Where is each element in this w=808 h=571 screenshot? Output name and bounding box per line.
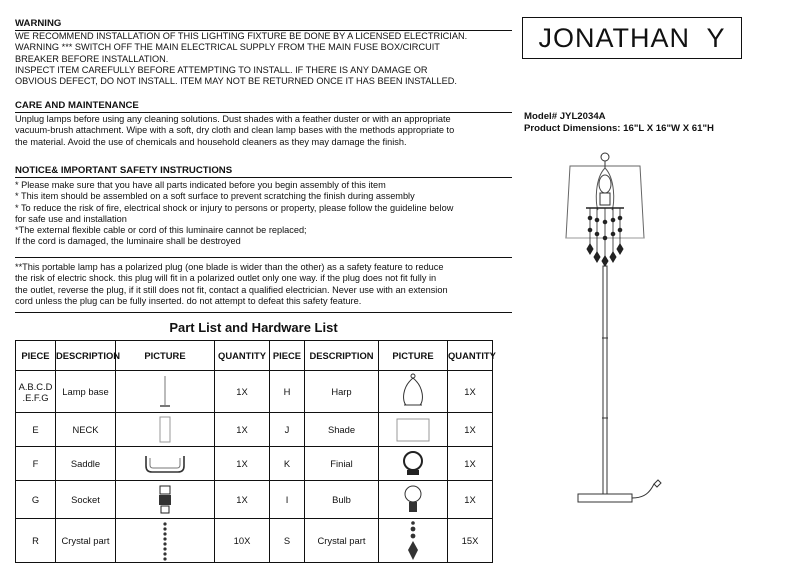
description-cell: Harp bbox=[305, 371, 379, 413]
header-description: DESCRIPTION bbox=[56, 341, 116, 371]
plug-line: the outlet, reverse the plug, if it still does not fit, contact a qualified electrician. Never use with an extension bbox=[15, 284, 448, 295]
header-piece: PIECE bbox=[270, 341, 305, 371]
crystal-pendant-icon bbox=[406, 520, 420, 562]
neck-icon bbox=[155, 415, 175, 445]
warning-line: BREAKER BEFORE INSTALLATION. bbox=[15, 53, 169, 64]
finial-icon bbox=[401, 450, 425, 478]
quantity-cell: 15X bbox=[448, 519, 493, 563]
quantity-cell: 1X bbox=[448, 481, 493, 519]
header-quantity: QUANTITY bbox=[448, 341, 493, 371]
notice-rule bbox=[15, 177, 512, 178]
care-body bbox=[15, 114, 454, 148]
plug-line: the risk of electric shock. this plug will fit in a polarized outlet only one way. if the plug does not fit fully in bbox=[15, 273, 437, 284]
piece-cell: J bbox=[270, 413, 305, 447]
quantity-cell: 1X bbox=[215, 371, 270, 413]
description-cell: Crystal part bbox=[56, 519, 116, 563]
description-cell: Crystal part bbox=[305, 519, 379, 563]
description-cell: NECK bbox=[56, 413, 116, 447]
care-line: Unplug lamps before using any cleaning solutions. Dust shades with a feather duster or with an appropriate bbox=[15, 114, 451, 124]
description-cell: Bulb bbox=[305, 481, 379, 519]
picture-cell bbox=[379, 481, 448, 519]
piece-cell: R bbox=[16, 519, 56, 563]
picture-cell bbox=[116, 481, 215, 519]
picture-cell bbox=[379, 447, 448, 481]
picture-cell bbox=[116, 519, 215, 563]
crystal-strand-icon bbox=[160, 521, 170, 561]
care-line: vacuum-brush attachment. Wipe with a soft, dry cloth and clean lamp bases with the methods appropriate to bbox=[15, 125, 455, 136]
piece-cell: G bbox=[16, 481, 56, 519]
table-row bbox=[16, 371, 493, 413]
notice-title: NOTICE& IMPORTANT SAFETY INSTRUCTIONS bbox=[15, 165, 233, 176]
warning-line: OBVIOUS DEFECT, DO NOT INSTALL. ITEM MAY NOT BE RETURNED ONCE IT HAS BEEN INSTALLED. bbox=[15, 76, 457, 87]
parts-header-row bbox=[16, 341, 493, 371]
piece-cell: K bbox=[270, 447, 305, 481]
bulb-icon bbox=[402, 484, 424, 516]
plug-rule bbox=[15, 257, 512, 258]
parts-table bbox=[15, 340, 496, 563]
piece-cell: I bbox=[270, 481, 305, 519]
table-row bbox=[16, 447, 493, 481]
description-cell: Finial bbox=[305, 447, 379, 481]
picture-cell bbox=[116, 371, 215, 413]
quantity-cell: 1X bbox=[215, 413, 270, 447]
socket-icon bbox=[155, 484, 175, 516]
warning-line: INSPECT ITEM CAREFULLY BEFORE ATTEMPTING TO INSTALL. IF THERE IS ANY DAMAGE OR bbox=[15, 64, 428, 75]
notice-line: for safe use and installation bbox=[15, 213, 127, 224]
description-cell: Shade bbox=[305, 413, 379, 447]
picture-cell bbox=[379, 519, 448, 563]
piece-cell: A.B.C.D .E.F.G bbox=[16, 371, 56, 413]
piece-cell: E bbox=[16, 413, 56, 447]
plug-line: **This portable lamp has a polarized plug (one blade is wider than the other) as a safety feature to reduce bbox=[15, 262, 444, 272]
plug-line: cord unless the plug can be fully inserted. do not attempt to defeat this safety feature. bbox=[15, 295, 362, 306]
parts-title: Part List and Hardware List bbox=[169, 320, 338, 335]
warning-line: WARNING *** SWITCH OFF THE MAIN ELECTRICAL SUPPLY FROM THE MAIN FUSE BOX/CIRCUIT bbox=[15, 42, 440, 53]
table-row bbox=[16, 519, 493, 563]
quantity-cell: 1X bbox=[448, 413, 493, 447]
product-dimensions: Product Dimensions: 16"L X 16"W X 61"H bbox=[524, 123, 714, 134]
piece-cell: F bbox=[16, 447, 56, 481]
harp-icon bbox=[398, 373, 428, 411]
product-model: Model# JYL2034A bbox=[524, 111, 606, 122]
warning-title: WARNING bbox=[15, 18, 62, 29]
lamp-base-icon bbox=[155, 374, 175, 410]
notice-line: *The external flexible cable or cord of this luminaire cannot be replaced; bbox=[15, 225, 307, 236]
saddle-icon bbox=[143, 452, 187, 476]
table-row bbox=[16, 413, 493, 447]
quantity-cell: 1X bbox=[448, 371, 493, 413]
piece-cell: S bbox=[270, 519, 305, 563]
care-line: the material. Avoid the use of chemicals and household cleaners as they may damage the finish. bbox=[15, 136, 407, 147]
description-cell: Lamp base bbox=[56, 371, 116, 413]
brand-logo-text: JONATHAN Y bbox=[538, 22, 726, 53]
shade-icon bbox=[393, 416, 433, 444]
description-cell: Socket bbox=[56, 481, 116, 519]
header-quantity: QUANTITY bbox=[215, 341, 270, 371]
description-cell: Saddle bbox=[56, 447, 116, 481]
notice-body bbox=[15, 180, 453, 248]
header-description: DESCRIPTION bbox=[305, 341, 379, 371]
quantity-cell: 1X bbox=[215, 447, 270, 481]
header-picture: PICTURE bbox=[379, 341, 448, 371]
plug-rule-bottom bbox=[15, 312, 512, 313]
header-picture: PICTURE bbox=[116, 341, 215, 371]
plug-body bbox=[15, 262, 448, 307]
brand-logo bbox=[522, 17, 742, 59]
header-piece: PIECE bbox=[16, 341, 56, 371]
notice-line: * This item should be assembled on a soft surface to prevent scratching the finish during assembly bbox=[15, 191, 415, 202]
piece-cell: H bbox=[270, 371, 305, 413]
picture-cell bbox=[116, 413, 215, 447]
picture-cell bbox=[379, 371, 448, 413]
quantity-cell: 1X bbox=[448, 447, 493, 481]
care-title: CARE AND MAINTENANCE bbox=[15, 100, 139, 111]
floor-lamp-illustration bbox=[540, 148, 690, 510]
care-rule bbox=[15, 112, 512, 113]
quantity-cell: 10X bbox=[215, 519, 270, 563]
notice-line: * Please make sure that you have all parts indicated before you begin assembly of this item bbox=[15, 180, 386, 190]
warning-line: WE RECOMMEND INSTALLATION OF THIS LIGHTING FIXTURE BE DONE BY A LICENSED ELECTRICIAN. bbox=[15, 31, 468, 41]
notice-line: If the cord is damaged, the luminaire shall be destroyed bbox=[15, 236, 241, 247]
picture-cell bbox=[116, 447, 215, 481]
quantity-cell: 1X bbox=[215, 481, 270, 519]
table-row bbox=[16, 481, 493, 519]
picture-cell bbox=[379, 413, 448, 447]
warning-body bbox=[15, 31, 467, 87]
notice-line: * To reduce the risk of fire, electrical shock or injury to persons or property, please follow the guideline below bbox=[15, 202, 454, 213]
